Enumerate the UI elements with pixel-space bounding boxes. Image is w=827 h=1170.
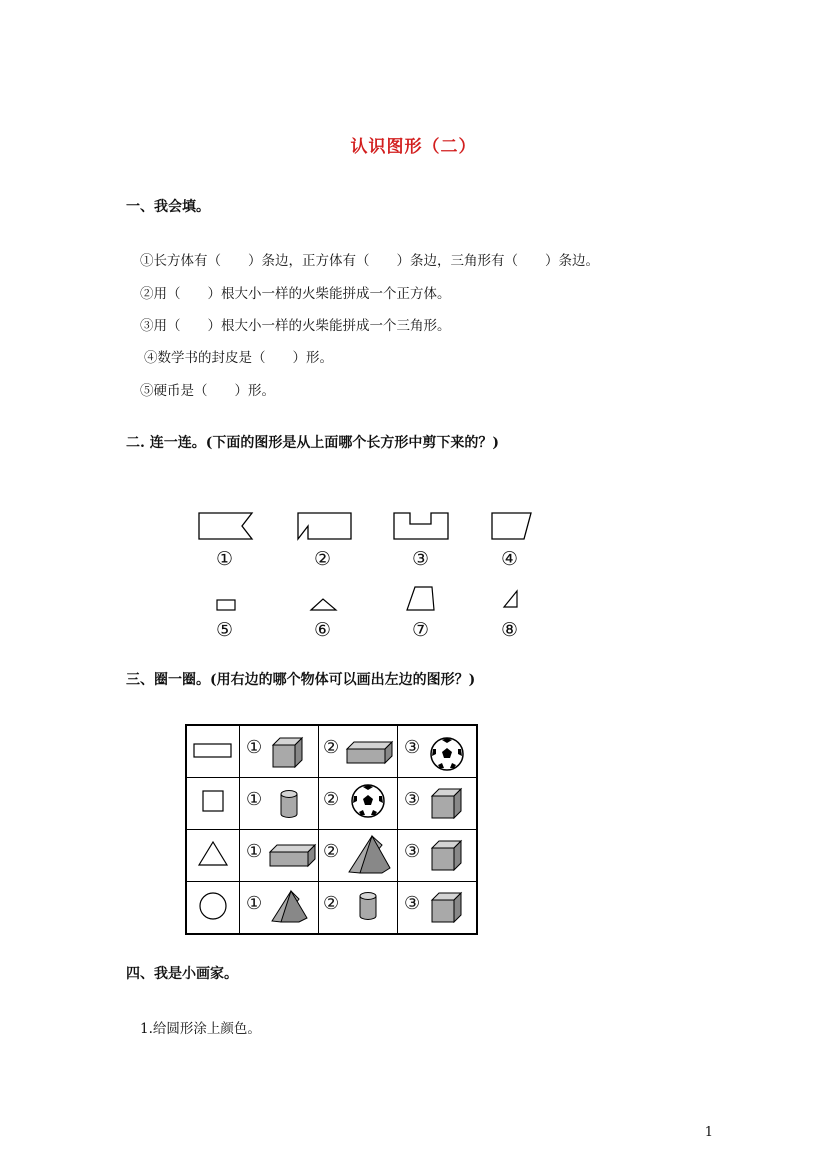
cut-rectangle-4 [492,513,531,539]
cut-rectangle-2 [298,513,351,539]
option-number: ① [246,737,263,758]
shape-cell [186,882,240,935]
label-7: ⑦ [412,619,430,641]
option-cell[interactable] [240,725,319,778]
table-row [186,778,477,830]
page-number: 1 [704,1125,713,1140]
option-cell[interactable] [319,778,398,830]
piece-6 [311,599,336,610]
cuboid-icon [345,740,395,766]
piece-8 [504,591,517,607]
label-2: ② [314,548,332,570]
option-cell[interactable] [319,830,398,882]
page-title: 认识图形（二） [350,137,477,157]
label-5: ⑤ [216,619,234,641]
cut-rectangle-3 [394,513,448,539]
triangular-prism-icon [270,888,310,924]
option-number: ① [246,841,263,862]
table-row [186,830,477,882]
option-number: ① [246,893,263,914]
option-number: ① [246,789,263,810]
fill-item-4: ④数学书的封皮是（ ）形。 [144,350,333,366]
section1-heading: 一、我会填。 [126,199,210,215]
shape-cell [186,830,240,882]
label-4: ④ [501,548,519,570]
label-6: ⑥ [314,619,332,641]
cylinder-icon [357,890,379,922]
cylinder-icon [278,788,300,820]
table-row [186,882,477,935]
section4-heading: 四、我是小画家。 [126,966,238,982]
fill-item-3: ③用（ ）根大小一样的火柴能拼成一个三角形。 [140,318,451,334]
option-cell[interactable] [240,778,319,830]
triangle-icon [187,830,239,877]
shape-object-table [185,724,478,935]
cube-icon [429,891,465,923]
section2-heading: 二. 连一连。(下面的图形是从上面哪个长方形中剪下来的？) [126,435,499,451]
rectangle-icon [187,726,239,773]
soccer-ball-icon [429,736,465,772]
option-cell[interactable] [398,830,478,882]
option-number: ② [323,737,340,758]
circle-icon [187,882,239,929]
option-cell[interactable] [398,725,478,778]
fill-item-2: ②用（ ）根大小一样的火柴能拼成一个正方体。 [140,286,451,302]
shape-cell [186,725,240,778]
option-number: ③ [404,893,421,914]
label-3: ③ [412,548,430,570]
fill-item-5: ⑤硬币是（ ）形。 [140,383,275,399]
option-number: ② [323,841,340,862]
option-number: ② [323,893,340,914]
cube-icon [429,839,465,871]
draw-item-1: 1.给圆形涂上颜色。 [140,1021,261,1037]
option-cell[interactable] [319,725,398,778]
cube-icon [270,736,306,768]
cut-rectangle-1 [199,513,252,539]
option-cell[interactable] [319,882,398,935]
piece-5 [217,600,235,610]
triangular-prism-icon [346,833,392,875]
piece-7 [407,587,434,610]
option-cell[interactable] [398,882,478,935]
option-cell[interactable] [398,778,478,830]
label-8: ⑧ [501,619,519,641]
option-cell[interactable] [240,882,319,935]
section3-heading: 三、圈一圈。(用右边的哪个物体可以画出左边的图形？) [126,672,476,688]
cut-pieces-figure [200,583,530,615]
square-icon [187,778,239,825]
table-row [186,725,477,778]
option-number: ③ [404,737,421,758]
cube-icon [429,787,465,819]
option-cell[interactable] [240,830,319,882]
soccer-ball-icon [350,783,386,819]
label-1: ① [216,548,234,570]
fill-item-1: ①长方体有（ ）条边，正方体有（ ）条边，三角形有（ ）条边。 [140,253,599,269]
option-number: ③ [404,789,421,810]
option-number: ③ [404,841,421,862]
cut-rectangles-figure [190,508,540,548]
shape-cell [186,778,240,830]
cuboid-icon [268,843,318,869]
option-number: ② [323,789,340,810]
